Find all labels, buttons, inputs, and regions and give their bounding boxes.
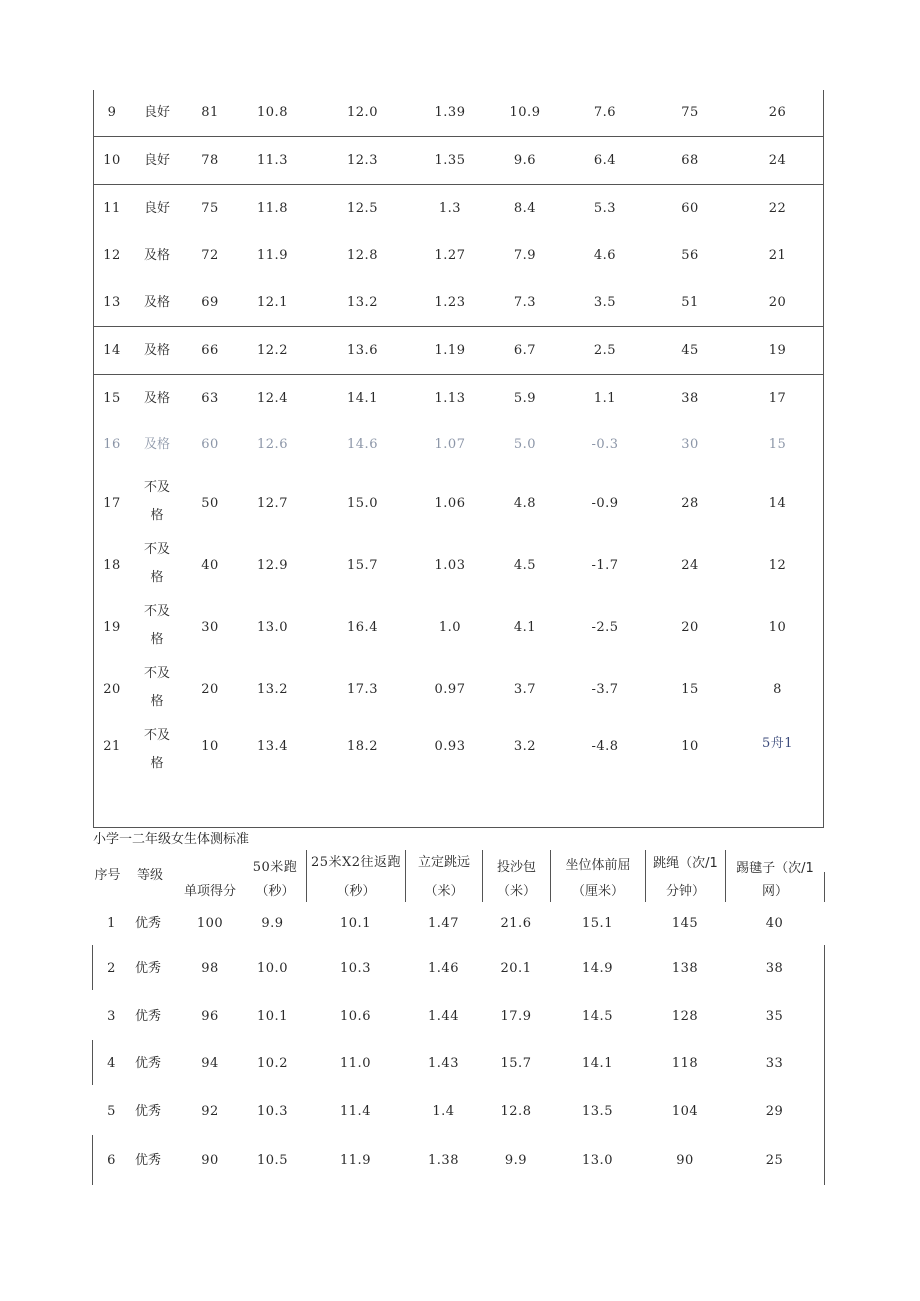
cell-grade: 不及格 (143, 604, 170, 647)
cell-grade: 优秀 (134, 1056, 161, 1071)
cell-sit-reach: 1.1 (593, 391, 617, 406)
cell-standing-jump: 0.93 (434, 739, 466, 754)
cell-sit-reach: -3.7 (591, 682, 619, 697)
top-table-rule (93, 374, 823, 375)
cell-score: 100 (196, 916, 224, 931)
cell-score: 90 (201, 1153, 219, 1168)
header-sandbag-line2: （米） (496, 884, 536, 899)
cell-no: 10 (103, 153, 121, 168)
cell-sit-reach: -0.9 (591, 496, 619, 511)
cell-shuttle-run: 12.8 (347, 248, 378, 263)
cell-rope: 56 (681, 248, 699, 263)
cell-sit-reach: 7.6 (593, 105, 617, 120)
cell-shuttlecock: 12 (768, 558, 787, 573)
cell-score: 63 (201, 391, 219, 406)
cell-shuttlecock: 25 (765, 1153, 784, 1168)
cell-score: 78 (201, 153, 219, 168)
top-table-left-border (93, 90, 94, 828)
cell-50m: 10.2 (257, 1056, 288, 1071)
header-shuttle-line1: 25米X2往返跑 (310, 855, 402, 870)
cell-50m: 12.4 (257, 391, 288, 406)
cell-sandbag: 9.6 (513, 153, 537, 168)
cell-shuttle-run: 18.2 (347, 739, 378, 754)
header-no: 序号 (94, 868, 121, 883)
cell-grade: 优秀 (134, 1104, 161, 1119)
cell-standing-jump: 1.07 (434, 437, 466, 452)
cell-shuttlecock: 5舟1 (761, 736, 794, 751)
cell-standing-jump: 1.3 (438, 201, 462, 216)
cell-grade: 不及格 (143, 542, 170, 585)
cell-grade: 不及格 (143, 666, 170, 709)
cell-shuttle-run: 15.0 (347, 496, 378, 511)
cell-standing-jump: 1.43 (428, 1056, 459, 1071)
cell-no: 15 (103, 391, 121, 406)
cell-sandbag: 5.0 (513, 437, 537, 452)
cell-no: 12 (103, 248, 121, 263)
cell-50m: 10.0 (257, 961, 288, 976)
cell-50m: 12.2 (257, 343, 288, 358)
cell-sandbag: 3.2 (513, 739, 537, 754)
cell-grade: 不及格 (143, 480, 170, 523)
cell-standing-jump: 1.03 (434, 558, 466, 573)
cell-sandbag: 9.9 (504, 1153, 528, 1168)
top-table-bottom-border (93, 827, 823, 828)
cell-50m: 11.8 (257, 201, 288, 216)
top-table-rule (93, 136, 823, 137)
header-jump-line2: （米） (424, 884, 464, 899)
cell-no: 6 (107, 1153, 116, 1168)
cell-no: 20 (103, 682, 121, 697)
cell-sandbag: 17.9 (500, 1009, 532, 1024)
cell-sandbag: 21.6 (500, 916, 532, 931)
cell-shuttle-run: 14.6 (347, 437, 378, 452)
header-shuttlecock-line1: 踢毽子（次/1 (736, 861, 814, 876)
cell-grade: 及格 (143, 343, 170, 358)
cell-rope: 45 (681, 343, 699, 358)
header-separator (550, 850, 551, 902)
cell-score: 40 (201, 558, 219, 573)
section-title: 小学一二年级女生体测标准 (93, 832, 250, 847)
cell-50m: 12.7 (257, 496, 288, 511)
cell-50m: 10.1 (257, 1009, 288, 1024)
cell-sit-reach: -0.3 (591, 437, 619, 452)
cell-score: 60 (201, 437, 219, 452)
cell-50m: 9.9 (261, 916, 284, 931)
cell-shuttle-run: 12.5 (347, 201, 378, 216)
cell-rope: 145 (671, 916, 699, 931)
cell-shuttle-run: 10.1 (340, 916, 371, 931)
cell-grade: 良好 (143, 105, 170, 120)
cell-score: 10 (201, 739, 219, 754)
cell-standing-jump: 1.4 (432, 1104, 455, 1119)
cell-shuttle-run: 11.4 (340, 1104, 371, 1119)
cell-rope: 10 (681, 739, 699, 754)
cell-standing-jump: 1.44 (428, 1009, 459, 1024)
bottom-table-right-border (824, 945, 825, 1185)
cell-grade: 良好 (143, 153, 170, 168)
cell-grade: 不及格 (143, 728, 170, 771)
cell-50m: 13.4 (257, 739, 288, 754)
cell-shuttle-run: 15.7 (347, 558, 378, 573)
header-50m-line2: （秒） (255, 884, 295, 899)
cell-shuttlecock: 10 (768, 620, 787, 635)
cell-50m: 10.8 (257, 105, 288, 120)
cell-shuttlecock: 29 (765, 1104, 784, 1119)
cell-grade: 优秀 (134, 916, 161, 931)
cell-rope: 68 (681, 153, 699, 168)
cell-shuttlecock: 17 (768, 391, 787, 406)
cell-standing-jump: 1.38 (428, 1153, 459, 1168)
cell-shuttlecock: 19 (768, 343, 787, 358)
cell-no: 14 (103, 343, 121, 358)
top-table-rule (93, 184, 823, 185)
cell-rope: 128 (671, 1009, 699, 1024)
cell-sit-reach: 15.1 (582, 916, 613, 931)
cell-grade: 优秀 (134, 1153, 161, 1168)
cell-no: 5 (107, 1104, 116, 1119)
cell-standing-jump: 1.06 (434, 496, 466, 511)
header-jump-line1: 立定跳远 (417, 855, 470, 870)
cell-sit-reach: 14.9 (582, 961, 613, 976)
cell-shuttle-run: 10.6 (340, 1009, 371, 1024)
cell-sit-reach: 2.5 (593, 343, 617, 358)
header-sitreach-line2: （厘米） (571, 884, 624, 899)
cell-grade: 优秀 (134, 961, 161, 976)
cell-shuttlecock: 35 (765, 1009, 784, 1024)
cell-standing-jump: 1.35 (434, 153, 466, 168)
cell-50m: 10.3 (257, 1104, 288, 1119)
cell-grade: 及格 (143, 248, 170, 263)
cell-sandbag: 7.9 (513, 248, 537, 263)
header-50m-line1: 50米跑 (252, 860, 298, 875)
cell-sit-reach: 4.6 (593, 248, 617, 263)
cell-rope: 90 (676, 1153, 694, 1168)
cell-score: 20 (201, 682, 219, 697)
cell-score: 66 (201, 343, 219, 358)
row-edge-mark (92, 1040, 93, 1085)
top-table-rule (93, 326, 823, 327)
cell-shuttle-run: 11.9 (340, 1153, 371, 1168)
header-shuttlecock-line2: 网） (761, 884, 788, 899)
cell-no: 21 (103, 739, 121, 754)
cell-score: 30 (201, 620, 219, 635)
cell-score: 75 (201, 201, 219, 216)
cell-no: 16 (103, 437, 121, 452)
cell-standing-jump: 1.23 (434, 295, 466, 310)
cell-grade: 及格 (143, 437, 170, 452)
cell-sandbag: 20.1 (500, 961, 532, 976)
cell-50m: 13.0 (257, 620, 288, 635)
cell-shuttlecock: 8 (773, 682, 782, 697)
cell-shuttlecock: 40 (765, 916, 784, 931)
cell-standing-jump: 1.46 (428, 961, 459, 976)
cell-no: 4 (107, 1056, 116, 1071)
cell-sandbag: 4.1 (513, 620, 537, 635)
cell-grade: 良好 (143, 201, 170, 216)
cell-standing-jump: 1.0 (438, 620, 462, 635)
cell-shuttlecock: 15 (768, 437, 787, 452)
cell-rope: 60 (681, 201, 699, 216)
cell-rope: 20 (681, 620, 699, 635)
cell-50m: 12.9 (257, 558, 288, 573)
header-score: 单项得分 (183, 884, 236, 899)
cell-rope: 15 (681, 682, 699, 697)
cell-sandbag: 10.9 (509, 105, 541, 120)
cell-shuttlecock: 14 (768, 496, 787, 511)
cell-no: 11 (103, 201, 121, 216)
cell-no: 19 (103, 620, 121, 635)
cell-sit-reach: -2.5 (591, 620, 619, 635)
cell-grade: 及格 (143, 295, 170, 310)
cell-rope: 24 (681, 558, 699, 573)
cell-no: 2 (107, 961, 116, 976)
cell-sandbag: 6.7 (513, 343, 537, 358)
cell-sit-reach: 5.3 (593, 201, 617, 216)
cell-shuttlecock: 33 (765, 1056, 784, 1071)
cell-shuttle-run: 16.4 (347, 620, 378, 635)
cell-standing-jump: 1.47 (428, 916, 459, 931)
cell-shuttle-run: 17.3 (347, 682, 378, 697)
cell-score: 50 (201, 496, 219, 511)
cell-shuttle-run: 12.3 (347, 153, 378, 168)
cell-rope: 118 (671, 1056, 699, 1071)
cell-50m: 10.5 (257, 1153, 288, 1168)
cell-sit-reach: 14.5 (582, 1009, 613, 1024)
cell-no: 13 (103, 295, 121, 310)
cell-shuttlecock: 26 (768, 105, 787, 120)
cell-sit-reach: 14.1 (582, 1056, 613, 1071)
cell-sit-reach: 6.4 (593, 153, 617, 168)
cell-shuttle-run: 11.0 (340, 1056, 371, 1071)
cell-score: 81 (201, 105, 219, 120)
cell-score: 96 (201, 1009, 219, 1024)
cell-score: 98 (201, 961, 219, 976)
cell-shuttle-run: 12.0 (347, 105, 378, 120)
cell-shuttlecock: 22 (768, 201, 787, 216)
cell-50m: 11.3 (257, 153, 288, 168)
cell-rope: 104 (671, 1104, 699, 1119)
cell-rope: 30 (681, 437, 699, 452)
cell-sandbag: 8.4 (513, 201, 537, 216)
cell-shuttle-run: 13.2 (347, 295, 378, 310)
cell-standing-jump: 1.13 (434, 391, 466, 406)
cell-sandbag: 15.7 (500, 1056, 532, 1071)
row-edge-mark (92, 945, 93, 990)
cell-score: 72 (201, 248, 219, 263)
cell-rope: 28 (681, 496, 699, 511)
cell-shuttle-run: 10.3 (340, 961, 371, 976)
cell-sit-reach: -4.8 (591, 739, 619, 754)
cell-rope: 51 (681, 295, 699, 310)
header-rope-line2: 分钟） (665, 884, 705, 899)
row-edge-mark (92, 1135, 93, 1185)
cell-sandbag: 4.5 (513, 558, 537, 573)
cell-rope: 75 (681, 105, 699, 120)
cell-shuttle-run: 13.6 (347, 343, 378, 358)
cell-shuttle-run: 14.1 (347, 391, 378, 406)
cell-standing-jump: 1.39 (434, 105, 466, 120)
cell-grade: 优秀 (134, 1009, 161, 1024)
cell-no: 9 (107, 105, 117, 120)
cell-shuttlecock: 21 (768, 248, 787, 263)
cell-rope: 38 (681, 391, 699, 406)
cell-no: 17 (103, 496, 121, 511)
cell-shuttlecock: 24 (768, 153, 787, 168)
cell-50m: 11.9 (257, 248, 288, 263)
header-grade: 等级 (136, 868, 163, 883)
header-separator (645, 850, 646, 902)
header-shuttle-line2: （秒） (336, 884, 376, 899)
cell-sit-reach: 3.5 (593, 295, 617, 310)
cell-50m: 12.6 (257, 437, 288, 452)
cell-score: 92 (201, 1104, 219, 1119)
cell-grade: 及格 (143, 391, 170, 406)
cell-sit-reach: 13.5 (582, 1104, 613, 1119)
cell-50m: 13.2 (257, 682, 288, 697)
header-separator (824, 872, 825, 902)
cell-score: 94 (201, 1056, 219, 1071)
header-rope-line1: 跳绳（次/1 (653, 856, 718, 871)
cell-50m: 12.1 (257, 295, 288, 310)
cell-sandbag: 12.8 (500, 1104, 532, 1119)
cell-sit-reach: 13.0 (582, 1153, 613, 1168)
header-separator (725, 850, 726, 902)
cell-standing-jump: 1.19 (434, 343, 466, 358)
cell-no: 18 (103, 558, 121, 573)
cell-standing-jump: 0.97 (434, 682, 466, 697)
cell-shuttlecock: 20 (768, 295, 787, 310)
cell-no: 3 (107, 1009, 116, 1024)
cell-shuttlecock: 38 (765, 961, 784, 976)
header-separator (482, 850, 483, 902)
cell-sandbag: 7.3 (513, 295, 537, 310)
header-sandbag-line1: 投沙包 (496, 860, 536, 875)
cell-sandbag: 4.8 (513, 496, 537, 511)
header-separator (306, 850, 307, 902)
cell-sandbag: 3.7 (513, 682, 537, 697)
header-separator (405, 850, 406, 902)
cell-standing-jump: 1.27 (434, 248, 466, 263)
cell-sit-reach: -1.7 (591, 558, 619, 573)
cell-no: 1 (107, 916, 116, 931)
cell-score: 69 (201, 295, 219, 310)
header-sitreach-line1: 坐位体前屈 (565, 858, 631, 873)
cell-sandbag: 5.9 (513, 391, 537, 406)
cell-rope: 138 (671, 961, 699, 976)
